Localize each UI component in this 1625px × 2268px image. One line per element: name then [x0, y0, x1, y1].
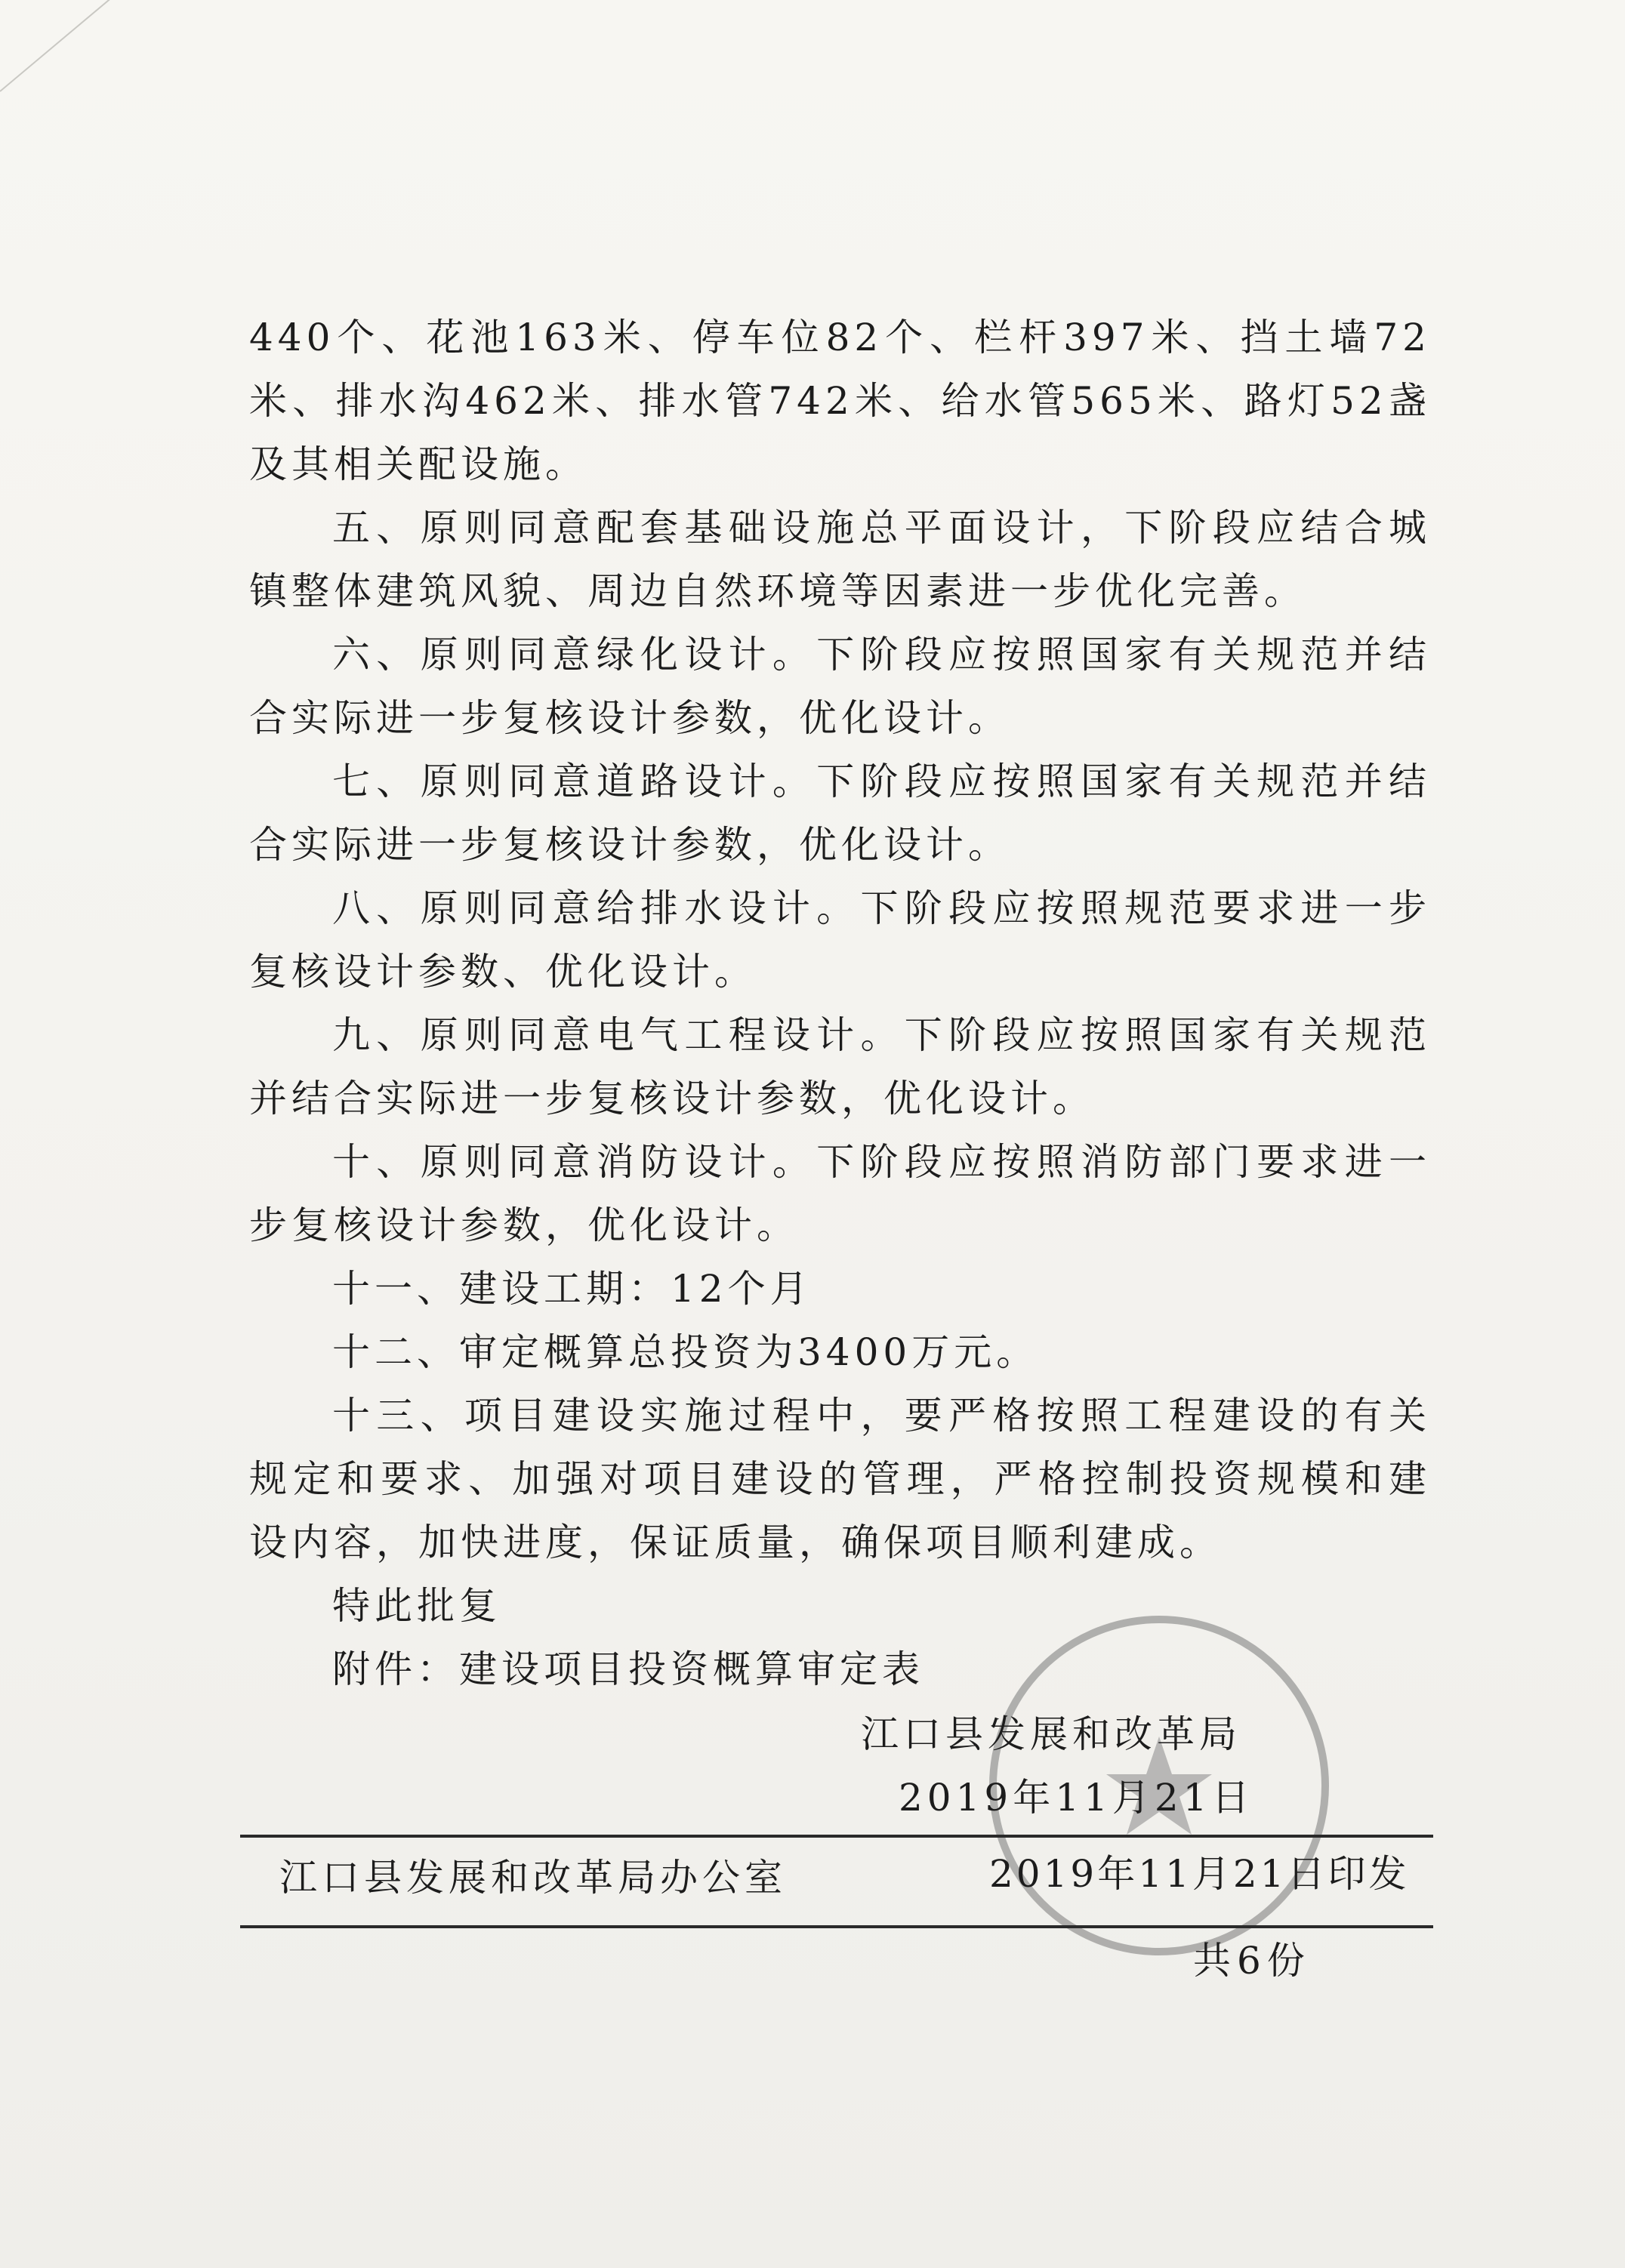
signature-organization: 江口县发展和改革局 — [861, 1712, 1241, 1756]
signature-date: 2019年11月21日 — [899, 1776, 1254, 1820]
closing-phrase: 特此批复 — [332, 1584, 501, 1628]
footer-bottom-rule — [240, 1925, 1433, 1928]
paragraph-item-7: 七、原则同意道路设计。下阶段应按照国家有关规范并结合实际进一步复核设计参数，优化设计。 — [249, 760, 1431, 867]
document-body — [249, 306, 1431, 1701]
footer-print-date: 2019年11月21日印发 — [989, 1852, 1410, 1896]
footer-issuer: 江口县发展和改革局办公室 — [279, 1856, 787, 1900]
attachment-line: 附件：建设项目投资概算审定表 — [332, 1647, 924, 1691]
paragraph-item-11: 十一、建设工期：12个月 — [332, 1267, 812, 1311]
paragraph-item-6: 六、原则同意绿化设计。下阶段应按照国家有关规范并结合实际进一步复核设计参数，优化设计。 — [249, 633, 1431, 740]
paragraph-item-9: 九、原则同意电气工程设计。下阶段应按照国家有关规范并结合实际进一步复核设计参数，优化设计。 — [249, 1013, 1431, 1120]
paragraph-item-5: 五、原则同意配套基础设施总平面设计，下阶段应结合城镇整体建筑风貌、周边自然环境等因素进一步优化完善。 — [249, 506, 1431, 613]
paragraph-item-8: 八、原则同意给排水设计。下阶段应按照规范要求进一步复核设计参数、优化设计。 — [249, 886, 1431, 994]
paper-fold-mark — [0, 0, 139, 92]
copies-count: 共6份 — [1193, 1939, 1311, 1983]
paragraph-continuation: 440个、花池163米、停车位82个、栏杆397米、挡土墙72米、排水沟462米、排水管742米、给水管565米、路灯52盏及其相关配设施。 — [249, 316, 1431, 486]
paragraph-item-10: 十、原则同意消防设计。下阶段应按照消防部门要求进一步复核设计参数，优化设计。 — [249, 1140, 1431, 1247]
signature-block — [861, 1703, 1420, 1829]
paragraph-item-13: 十三、项目建设实施过程中，要严格按照工程建设的有关规定和要求、加强对项目建设的管理，严格控制投资规模和建设内容，加快进度，保证质量，确保项目顺利建成。 — [249, 1394, 1431, 1564]
footer-top-rule — [240, 1835, 1433, 1838]
paragraph-item-12: 十二、审定概算总投资为3400万元。 — [332, 1330, 1039, 1374]
